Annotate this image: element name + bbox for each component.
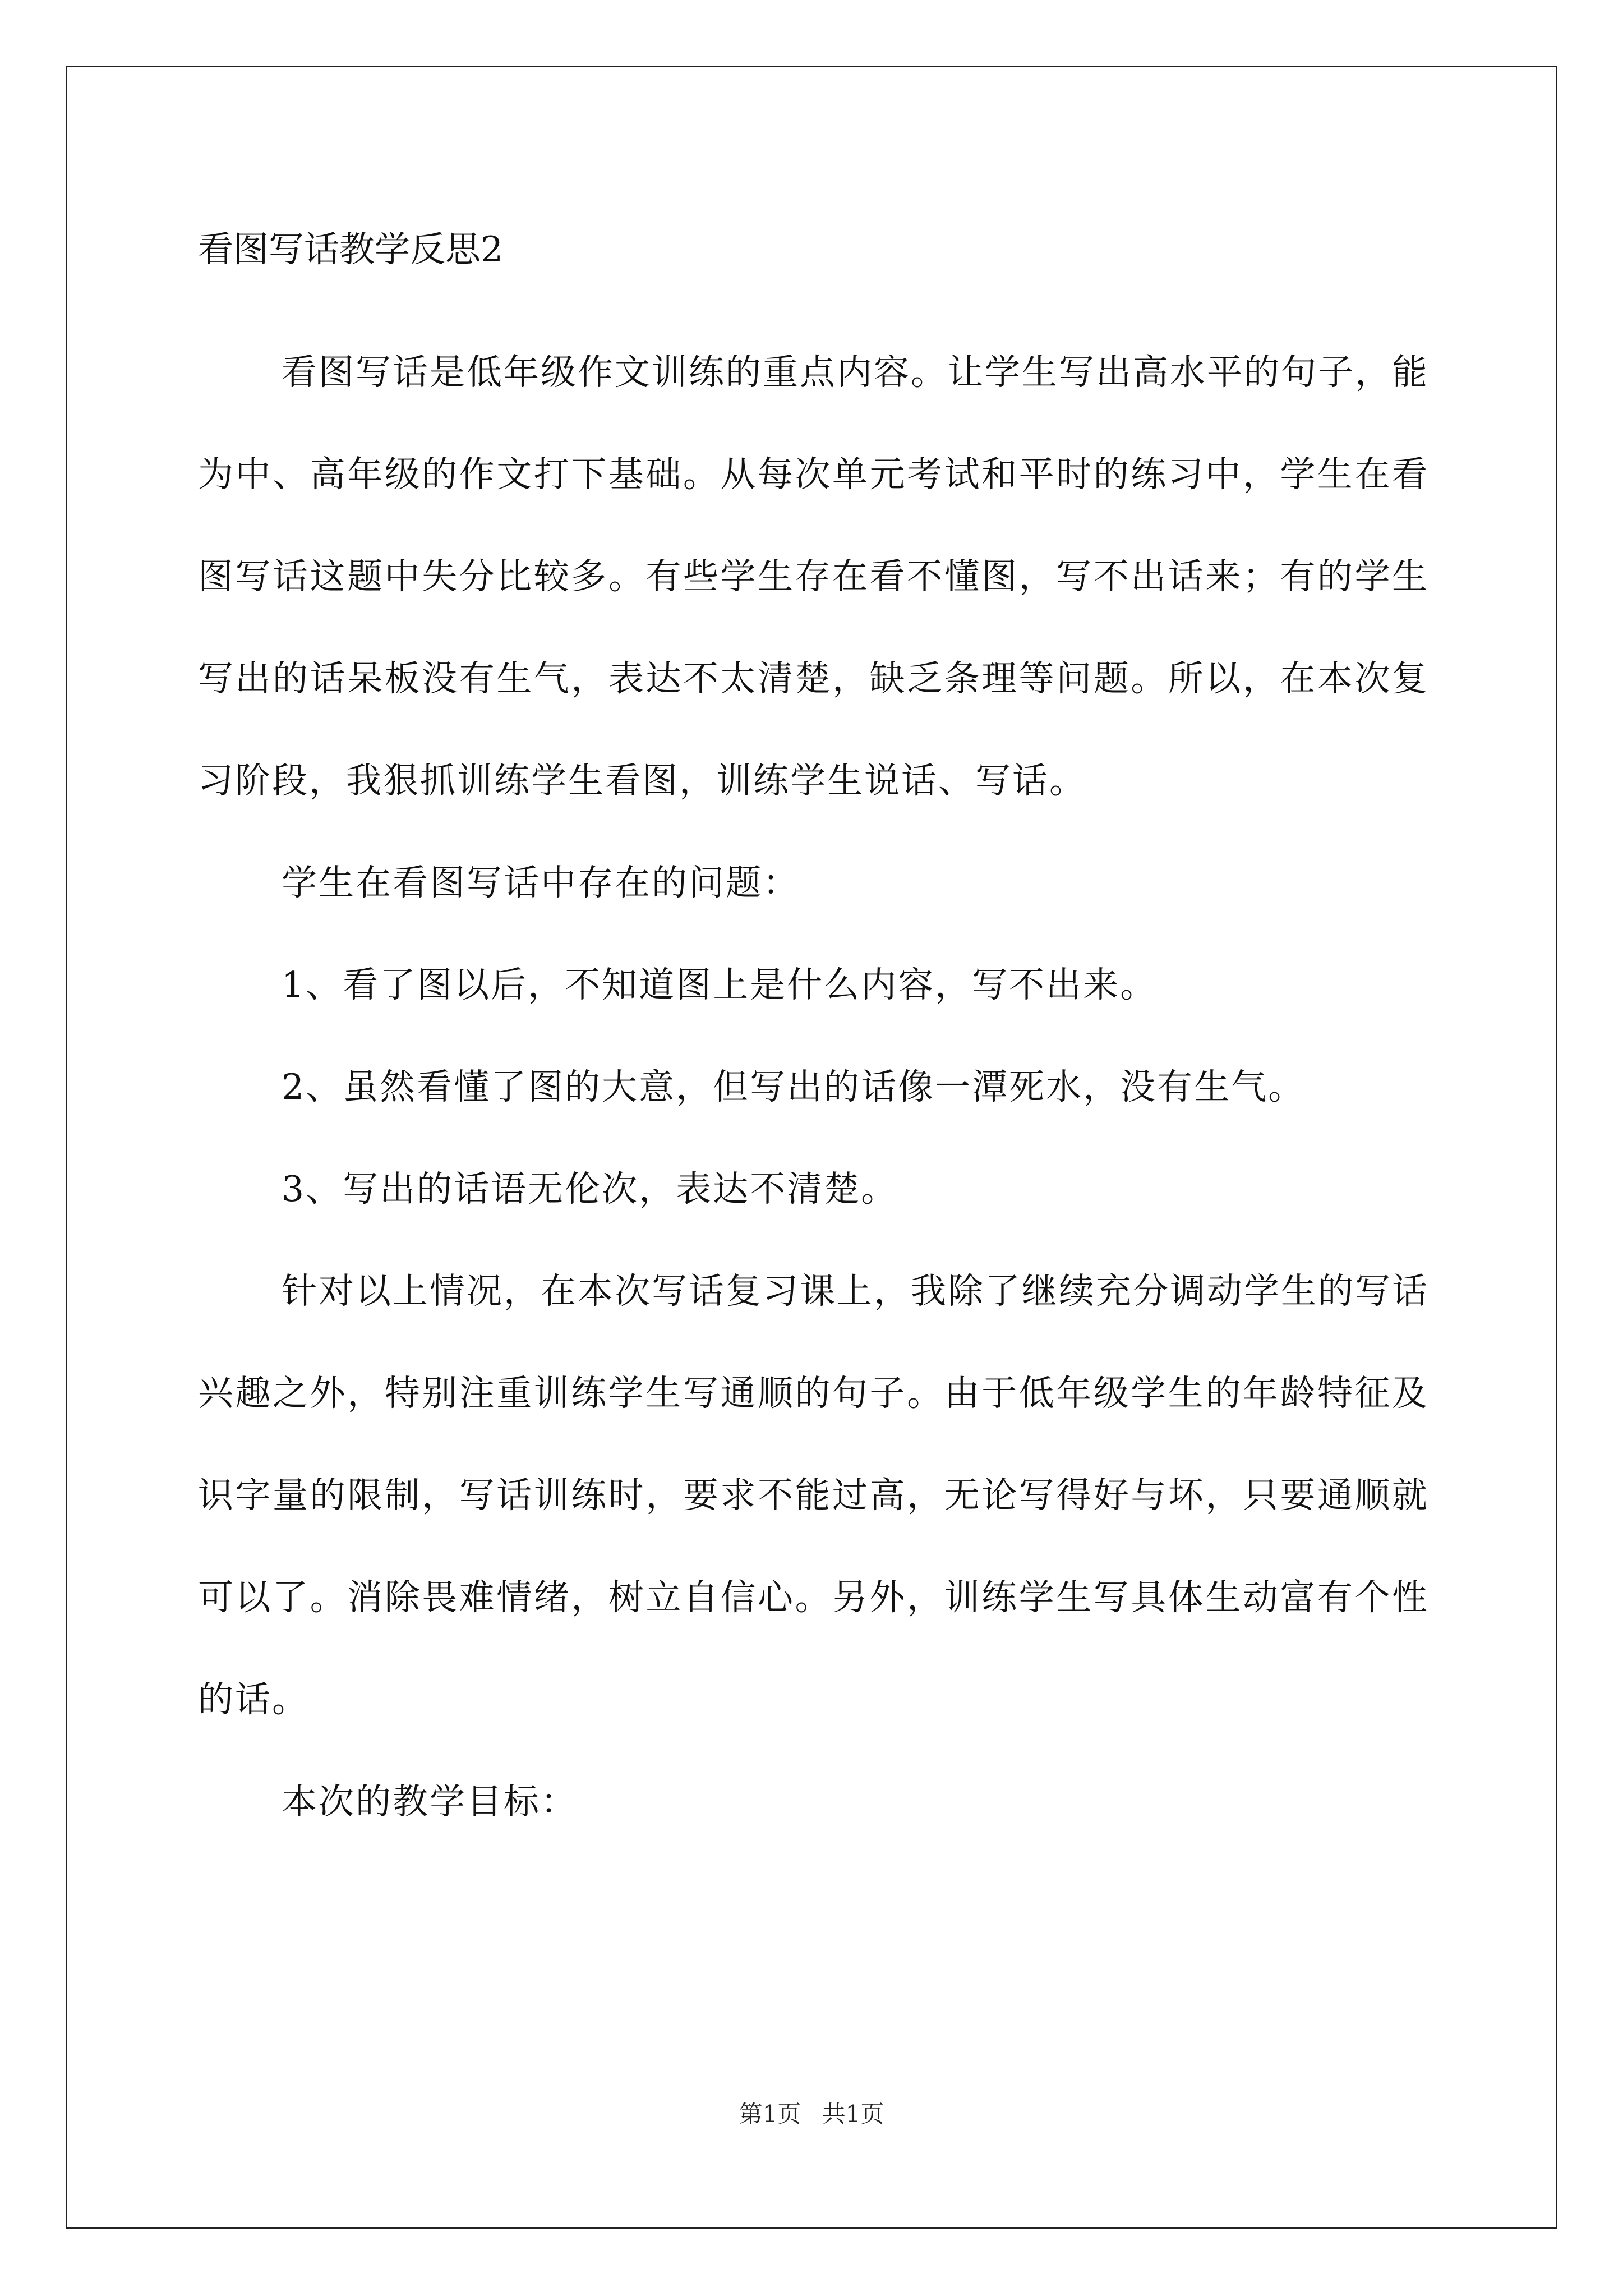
document-title: 看图写话教学反思2 [198, 229, 504, 270]
page-number: 第1页 [739, 2100, 801, 2128]
page-total: 共1页 [822, 2100, 884, 2128]
page-footer [0, 2096, 1623, 2129]
document-body [198, 224, 1429, 1853]
paragraph-problem-3: 3、写出的话语无伦次，表达不清楚。 [282, 1168, 898, 1209]
paragraph-problem-1: 1、看了图以后，不知道图上是什么内容，写不出来。 [282, 964, 1158, 1005]
paragraph-approach: 针对以上情况，在本次写话复习课上，我除了继续充分调动学生的写话兴趣之外，特别注重训练学生写通顺的句子。由于低年级学生的年龄特征及识字量的限制，写话训练时，要求不能过高，无论写得好与坏，只要通顺就可以了。消除畏难情绪，树立自信心。另外，训练学生写具体生动富有个性的话。 [198, 1271, 1429, 1720]
paragraph-intro: 看图写话是低年级作文训练的重点内容。让学生写出高水平的句子，能为中、高年级的作文打下基础。从每次单元考试和平时的练习中，学生在看图写话这题中失分比较多。有些学生存在看不懂图，写不出话来；有的学生写出的话呆板没有生气，表达不太清楚，缺乏条理等问题。所以，在本次复习阶段，我狠抓训练学生看图，训练学生说话、写话。 [198, 352, 1429, 801]
paragraph-goals-heading: 本次的教学目标： [282, 1781, 578, 1822]
paragraph-problems-heading: 学生在看图写话中存在的问题： [282, 862, 800, 903]
paragraph-problem-2: 2、虽然看懂了图的大意，但写出的话像一潭死水，没有生气。 [282, 1066, 1306, 1107]
